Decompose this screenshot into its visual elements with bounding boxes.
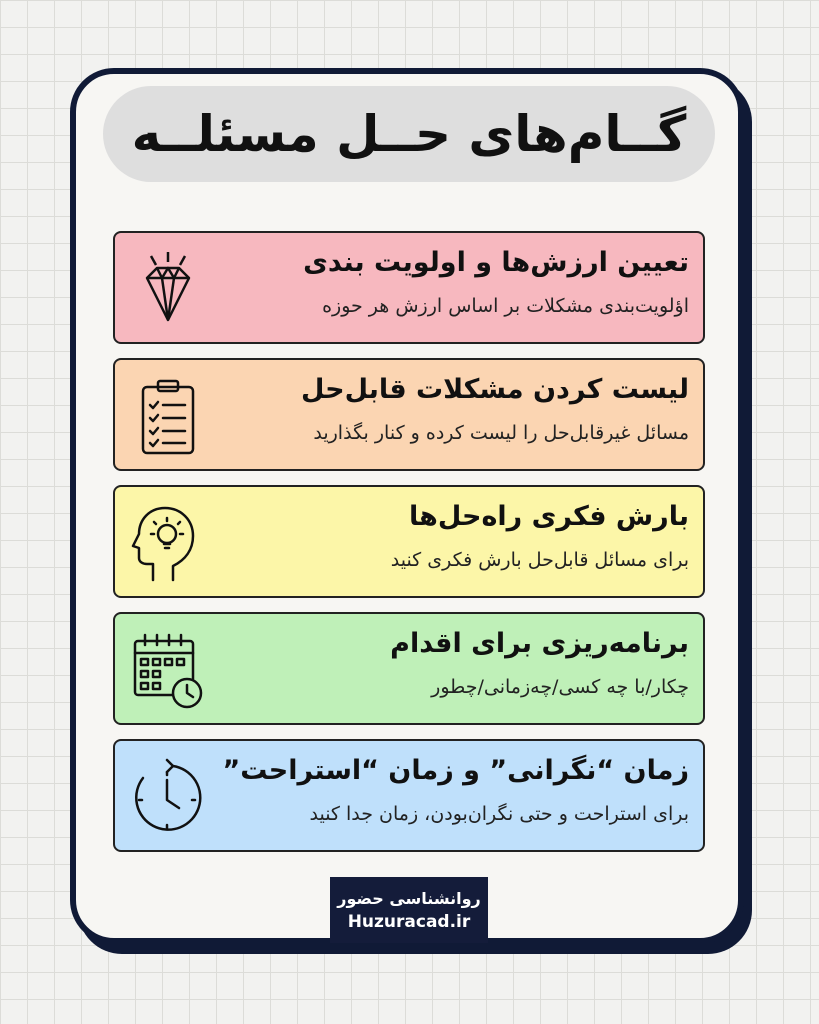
- calendar-clock-icon: [129, 627, 207, 711]
- step-list-solvable: [113, 358, 705, 471]
- step-heading: بارش فکری راه‌حل‌ها: [409, 501, 689, 532]
- title-pill: [103, 86, 715, 182]
- head-lightbulb-icon: [129, 500, 207, 584]
- brand-name: روانشناسی حضور: [337, 888, 481, 908]
- step-heading: لیست کردن مشکلات قابل‌حل: [301, 374, 689, 405]
- step-description: چکار/با چه کسی/چه‌زمانی/چطور: [431, 676, 689, 698]
- page-title: گــام‌های حــل مسئلــه: [131, 105, 687, 163]
- step-description: برای استراحت و حتی نگران‌بودن، زمان جدا کنید: [309, 803, 689, 825]
- diamond-icon: [129, 246, 207, 330]
- step-heading: زمان “نگرانی” و زمان “استراحت”: [222, 755, 689, 786]
- step-brainstorm: [113, 485, 705, 598]
- step-description: اؤلویت‌بندی مشکلات بر اساس ارزش هر حوزه: [322, 295, 689, 317]
- step-action-plan: [113, 612, 705, 725]
- step-values-priority: [113, 231, 705, 344]
- step-heading: برنامه‌ریزی برای اقدام: [390, 628, 689, 659]
- step-description: برای مسائل قابل‌حل بارش فکری کنید: [390, 549, 689, 571]
- brand-badge: [330, 877, 488, 943]
- clipboard-checklist-icon: [129, 373, 207, 457]
- stopwatch-icon: [129, 754, 207, 838]
- step-heading: تعیین ارزش‌ها و اولویت بندی: [303, 247, 689, 278]
- brand-url: Huzuracad.ir: [347, 911, 471, 932]
- step-description: مسائل غیرقابل‌حل را لیست کرده و کنار بگذارید: [313, 422, 689, 444]
- step-worry-rest-time: [113, 739, 705, 852]
